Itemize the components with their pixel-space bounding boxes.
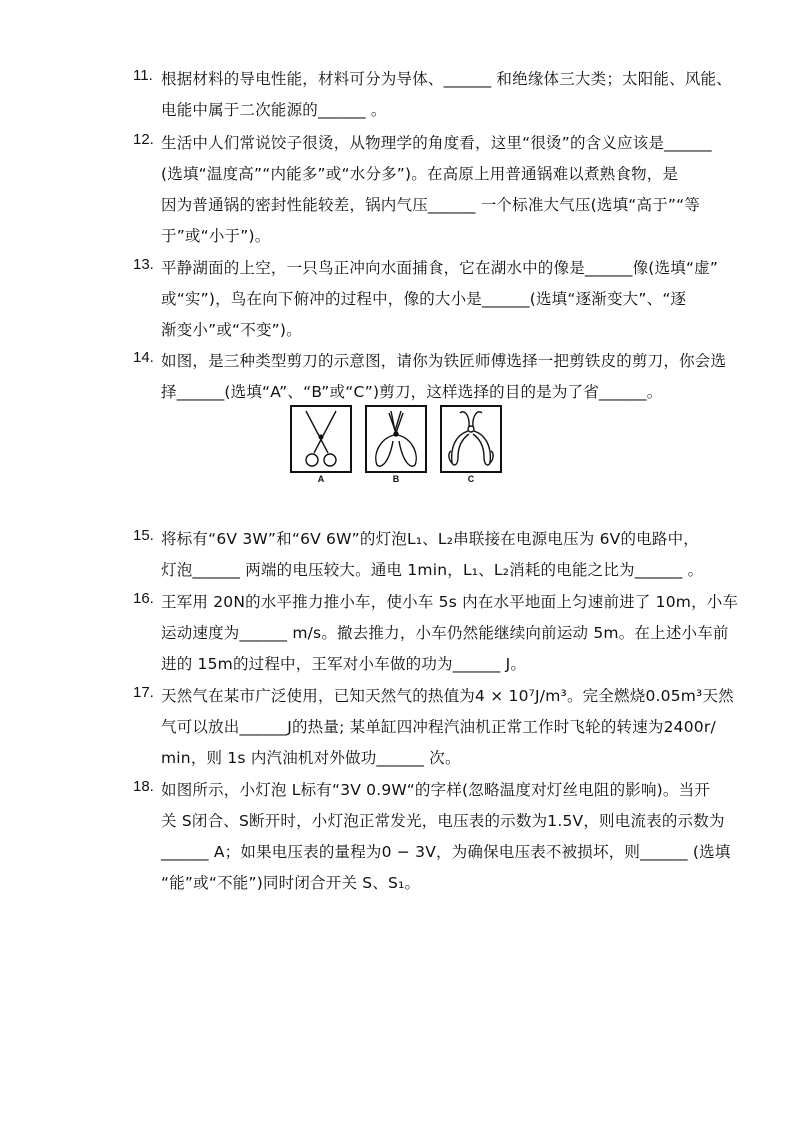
figure-label-b: B (392, 474, 400, 484)
question-line: 将标有“6V 3W”和“6V 6W”的灯泡L₁、L₂串联接在电源电压为 6V的电路中， (161, 530, 699, 548)
question-line: 平静湖面的上空，一只鸟正冲向水面捕食，它在湖水中的像是______像(选填“虚” (161, 259, 719, 277)
question-line: 如图所示，小灯泡 L标有“3V 0.9W“的字样(忽略温度对灯丝电阻的影响)。当开 (161, 781, 711, 799)
question-line: 或“实”)，鸟在向下俯冲的过程中，像的大小是______(选填“逐渐变大”、“逐 (161, 290, 687, 308)
question-line: 进的 15m的过程中，王军对小车做的功为______ J。 (161, 655, 527, 673)
scissors-panel-c (440, 405, 502, 473)
question-line: 择______(选填“A”、“B”或“C”)剪刀，这样选择的目的是为了省______。 (161, 383, 663, 401)
scissors-a-icon (292, 407, 350, 471)
question-line: 电能中属于二次能源的______ 。 (161, 101, 387, 119)
question-line: 灯泡______ 两端的电压较大。通电 1min，L₁、L₂消耗的电能之比为______ 。 (161, 561, 704, 579)
question-number: 12. (133, 131, 154, 148)
scissors-panel-a (290, 405, 352, 473)
question-line: 渐变小”或“不变”)。 (161, 321, 302, 339)
question-line: 根据材料的导电性能，材料可分为导体、______ 和绝缘体三大类；太阳能、风能、 (161, 70, 732, 88)
question-line: 于”或“小于”)。 (161, 227, 271, 245)
question-number: 11. (133, 67, 153, 84)
question-line: 如图，是三种类型剪刀的示意图，请你为铁匠师傅选择一把剪铁皮的剪刀，你会选 (161, 352, 727, 370)
scissors-panel-b (365, 405, 427, 473)
question-number: 18. (133, 778, 154, 795)
question-line: 王军用 20N的水平推力推小车，使小车 5s 内在水平地面上匀速前进了 10m，小车 (161, 593, 739, 611)
scissors-figure (290, 405, 502, 485)
question-line: 运动速度为______ m/s。撤去推力，小车仍然能继续向前运动 5m。在上述小车前 (161, 624, 729, 642)
question-number: 14. (133, 349, 154, 366)
question-line: min，则 1s 内汽油机对外做功______ 次。 (161, 749, 461, 767)
question-line: “能”或“不能”)同时闭合开关 S、S₁。 (161, 874, 421, 892)
question-line: 生活中人们常说饺子很烫，从物理学的角度看，这里“很烫”的含义应该是______ (161, 134, 712, 152)
question-line: ______ A；如果电压表的量程为0 − 3V，为确保电压表不被损坏，则______ (选填 (161, 843, 731, 861)
question-number: 17. (133, 684, 154, 701)
question-number: 13. (133, 256, 154, 273)
question-line: 天然气在某市广泛使用，已知天然气的热值为4 × 10⁷J/m³。完全燃烧0.05m³天然 (161, 687, 734, 705)
question-line: 关 S闭合、S断开时，小灯泡正常发光，电压表的示数为1.5V，则电流表的示数为 (161, 812, 725, 830)
figure-label-a: A (317, 474, 325, 484)
question-number: 15. (133, 527, 154, 544)
figure-label-c: C (467, 474, 475, 484)
question-line: 气可以放出______J的热量; 某单缸四冲程汽油机正常工作时飞轮的转速为2400r/ (161, 718, 716, 736)
scissors-c-icon (442, 407, 500, 471)
question-line: (选填“温度高”“内能多”或“水分多”)。在高原上用普通锅难以煮熟食物，是 (161, 165, 679, 183)
question-line: 因为普通锅的密封性能较差，锅内气压______ 一个标准大气压(选填“高于”“等 (161, 196, 701, 214)
question-number: 16. (133, 590, 154, 607)
scissors-b-icon (367, 407, 425, 471)
